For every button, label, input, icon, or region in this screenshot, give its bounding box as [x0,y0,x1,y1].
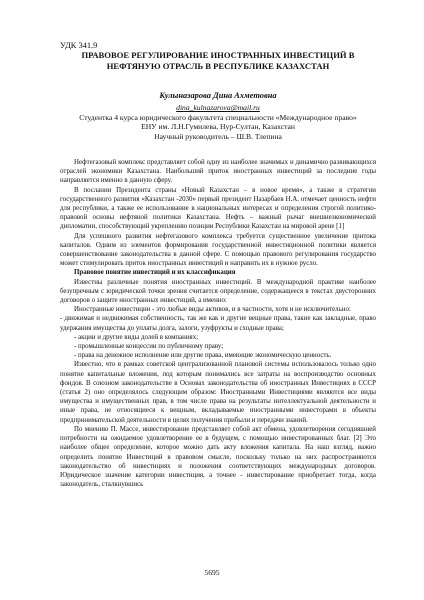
page-number: 5695 [204,568,220,577]
list-item-4: - права на денежное исполнение или другие права, имеющие экономическую ценность. [74,352,332,360]
list-item-3: - промышленные концессии по публичному праву; [74,343,224,351]
list-item-2: - акции и другие виды долей в компаниях; [74,333,199,341]
paragraph-1: Нефтегазовый комплекс представляет собой одну из наиболее значимых и динамично развивающихся отраслей экономики Казахстана. Наибольший приток иностранных инвестиций за последние годы направляется именно в данную сферу. [60,159,376,185]
affiliation-line-1: Студентка 4 курса юридического факультета специальности «Международное право» [79,112,357,122]
udk-code: УДК 341.9 [60,41,98,50]
list-item-1: - движимая и недвижимая собственность, так же как и другие вещные права, такие как закладные, право удержания имущества до уплаты долга, залоги, узуфрукты и сходные права; [60,315,376,332]
title-line-2: НЕФТЯНУЮ ОТРАСЛЬ В РЕСПУБЛИКЕ КАЗАХСТАН [106,61,330,71]
paragraph-4: Известны различные понятия иностранных инвестиций. В международной практике наиболее безупречным с юридической точки зрения считается определение, содержащееся в текстах двусторонних договоров о защите иностранных инвестиций, а именно: [60,278,376,305]
paragraph-2: В послании Президента страны «Новый Казахстан – в новое время», а также в стратегии государственного развития «Казахстан -2030» первый президент Назарбаев Н.А. отмечает ценность нефти для республики, а также ее использование в национальных интересах и определения строгой политико-правовой основы нефтяной политики Казахстана. Нефть – важный рычаг внешнеэкономической дипломатии, способствующий укреплению позиции Республики Казахстан на мировой арене [1] [60,186,376,231]
paper-title [60,50,376,72]
title-line-1: ПРАВОВОЕ РЕГУЛИРОВАНИЕ ИНОСТРАННЫХ ИНВЕСТИЦИЙ В [81,50,355,60]
author-email[interactable]: dina_kulnazarova@mail.ru [176,103,260,112]
paragraph-6: Известно, что в рамках советской централизованной плановой системы использовалось только одно понятие капитальные вложения, под которым понимались все затраты на воспроизводство основных фондов. В союзном законодательстве в Основах законодательства об иностранных Инвестициях в СССР (статья 2) оно определялось следующим образом: Иностранными Инвестициями являются все виды имущества и имущественных прав, в том числе права на результаты интеллектуальной деятельности и иные права, не относящиеся к вещным, вкладываемые иностранными инвесторами в объекты предпринимательской деятельности в целях получения прибыли и передачи знаний. [60,361,376,424]
affiliation-line-2: ЕНУ им. Л.Н.Гумилева, Нур-Султан, Казахстан [141,122,295,132]
paragraph-7: По мнению П. Массе, инвестирование представляет собой акт обмена, удовлетворения сегодняшней потребности на ожидаемое удовлетворение ее в будущем, с помощью инвестированных благ. [2] Это наиболее общее определение, которое можно дать акту вложения капитала. На наш взгляд, важно определить понятие Инвестиций в правовом смысле, поскольку только на них распространяются законодательство об инвестициях и положения соответствующих международных договоров. Юридическое значение категории инвестиция, а точнее - инвестирование приобретает тогда, когда законодатель, сталкнувшись [60,425,376,489]
supervisor: Научный руководитель – Ш.В. Тлепина [154,131,282,141]
paper-body [60,158,376,489]
author-name: Кулыназарова Дина Ахметовна [159,91,277,100]
paragraph-5: Иностранные инвестиции - это любые виды активов, и в частности, хотя и не исключительно: [74,306,351,314]
section-heading: Правовое понятие инвестиций и их классификация [74,269,236,277]
paragraph-3: Для успешного развития нефтегазового комплекса требуется существенное увеличение притока капиталов. Одним из элементов формирования государственной инвестиционной политики является совершенствование законодательства в данной сфере. С помощью правового регулирования государство может стимулировать приток иностранных инвестиций и направить их в нужное русло. [60,232,376,268]
author-affiliation [60,103,376,141]
